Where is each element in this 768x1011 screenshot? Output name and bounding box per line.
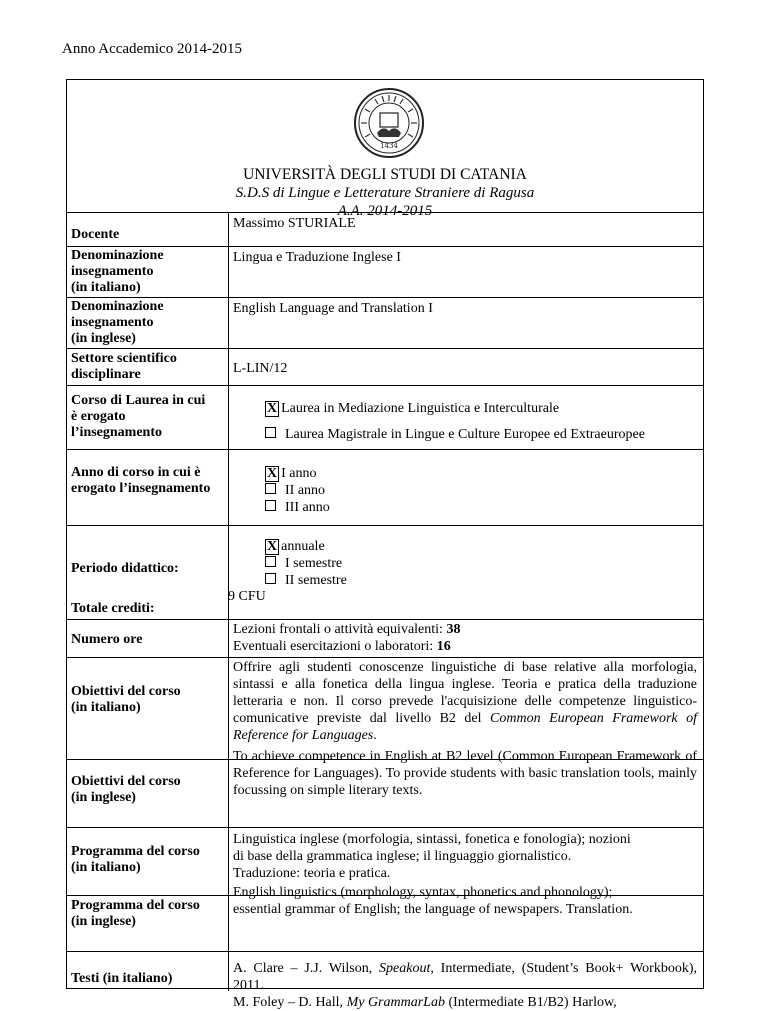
- label-corsi-laurea: Corso di Laurea in cui è erogato l’insegnamento: [71, 393, 206, 440]
- unchecked-box-icon: [265, 500, 276, 511]
- value-denominazione-en: English Language and Translation I: [233, 301, 433, 316]
- row-docente: [67, 212, 703, 246]
- row-programma-en: [67, 885, 703, 951]
- checked-box-icon: X: [267, 401, 278, 416]
- unchecked-box-icon: [265, 427, 276, 438]
- label-periodo: Periodo didattico:: [71, 561, 179, 576]
- value-programma-it: Linguistica inglese (morfologia, sintassi, fonetica e fonologia); nozioni di base della grammatica inglese; il linguaggio giornalistico. Traduzione: teoria e pratica.: [233, 832, 631, 881]
- option-corso-magistrale: Laurea Magistrale in Lingue e Culture Europee ed Extraeuropee: [265, 427, 645, 443]
- page-header: Anno Accademico 2014-2015: [62, 41, 242, 57]
- value-settore: L-LIN/12: [233, 361, 288, 376]
- row-testi: [67, 951, 703, 1010]
- value-docente: Massimo STURIALE: [233, 216, 356, 231]
- unchecked-box-icon: [265, 483, 276, 494]
- option-corso-mediazione: X Laurea in Mediazione Linguistica e Interculturale: [267, 401, 560, 416]
- option-annuale: X annuale: [267, 539, 325, 554]
- label-programma-it: Programma del corso (in italiano): [71, 844, 200, 875]
- row-anno-corso: [67, 449, 703, 525]
- row-numero-ore: [67, 619, 703, 657]
- label-docente: Docente: [71, 227, 120, 242]
- option-semestre-1: I semestre: [265, 556, 342, 572]
- unchecked-box-icon: [265, 573, 276, 584]
- label-settore: Settore scientifico disciplinare: [71, 351, 177, 382]
- checked-box-icon: X: [267, 466, 278, 481]
- row-obiettivi-it: [67, 657, 703, 759]
- row-denominazione-it: [67, 246, 703, 297]
- university-seal-icon: [353, 87, 425, 159]
- option-anno-2: II anno: [265, 483, 325, 499]
- value-obiettivi-it: Offrire agli studenti conoscenze linguistiche di base relative alla morfologia, sintassi e alla fonetica della lingua inglese. Teoria e pratica della traduzione letteraria e non. Il corso prevede l'acquisizione delle competenze linguistico-comunicative previste dal livello B2 del Common European Framework of Reference for Languages.: [233, 660, 697, 743]
- label-testi: Testi (in italiano): [71, 971, 173, 986]
- row-obiettivi-en: [67, 749, 703, 827]
- course-sheet: [66, 79, 704, 1010]
- option-semestre-2: II semestre: [265, 573, 347, 589]
- row-denominazione-en: [67, 297, 703, 348]
- option-anno-1: X I anno: [267, 466, 317, 481]
- value-crediti: 9 CFU: [228, 589, 266, 604]
- label-denominazione-en: Denominazione insegnamento (in inglese): [71, 299, 164, 346]
- label-obiettivi-en: Obiettivi del corso (in inglese): [71, 774, 181, 805]
- label-crediti: Totale crediti:: [71, 601, 155, 616]
- value-denominazione-it: Lingua e Traduzione Inglese I: [233, 250, 401, 265]
- value-numero-ore: Lezioni frontali o attività equivalenti: 38 Eventuali esercitazioni o laboratori: 16: [233, 622, 461, 654]
- label-programma-en: Programma del corso (in inglese): [71, 898, 200, 929]
- label-numero-ore: Numero ore: [71, 632, 143, 647]
- label-obiettivi-it: Obiettivi del corso (in italiano): [71, 684, 181, 715]
- row-corsi-laurea: [67, 385, 703, 449]
- label-denominazione-it: Denominazione insegnamento (in italiano): [71, 248, 164, 295]
- checked-box-icon: X: [267, 539, 278, 554]
- value-testi: A. Clare – J.J. Wilson, Speakout, Intermediate, (Student’s Book+ Workbook), 2011. M. Foley – D. Hall, My GrammarLab (Intermediate B1/B2) Harlow,: [233, 961, 698, 1010]
- value-obiettivi-en: To achieve competence in English at B2 level (Common European Framework of Reference for Languages). To provide students with basic translation tools, mainly focussing on simple literary texts.: [233, 749, 697, 798]
- label-anno-corso: Anno di corso in cui è erogato l’insegnamento: [71, 465, 211, 496]
- row-settore: [67, 348, 703, 385]
- academic-year: A.A. 2014-2015: [337, 203, 433, 219]
- row-crediti: [67, 589, 703, 619]
- unchecked-box-icon: [265, 556, 276, 567]
- university-name: UNIVERSITÀ DEGLI STUDI DI CATANIA: [243, 166, 527, 183]
- option-anno-3: III anno: [265, 500, 330, 516]
- svg-text:1434: 1434: [380, 142, 398, 150]
- value-programma-en: English linguistics (morphology, syntax, phonetics and phonology); essential grammar of English; the language of newspapers. Translation.: [233, 885, 633, 917]
- department-name: S.D.S di Lingue e Letterature Straniere di Ragusa: [235, 185, 535, 201]
